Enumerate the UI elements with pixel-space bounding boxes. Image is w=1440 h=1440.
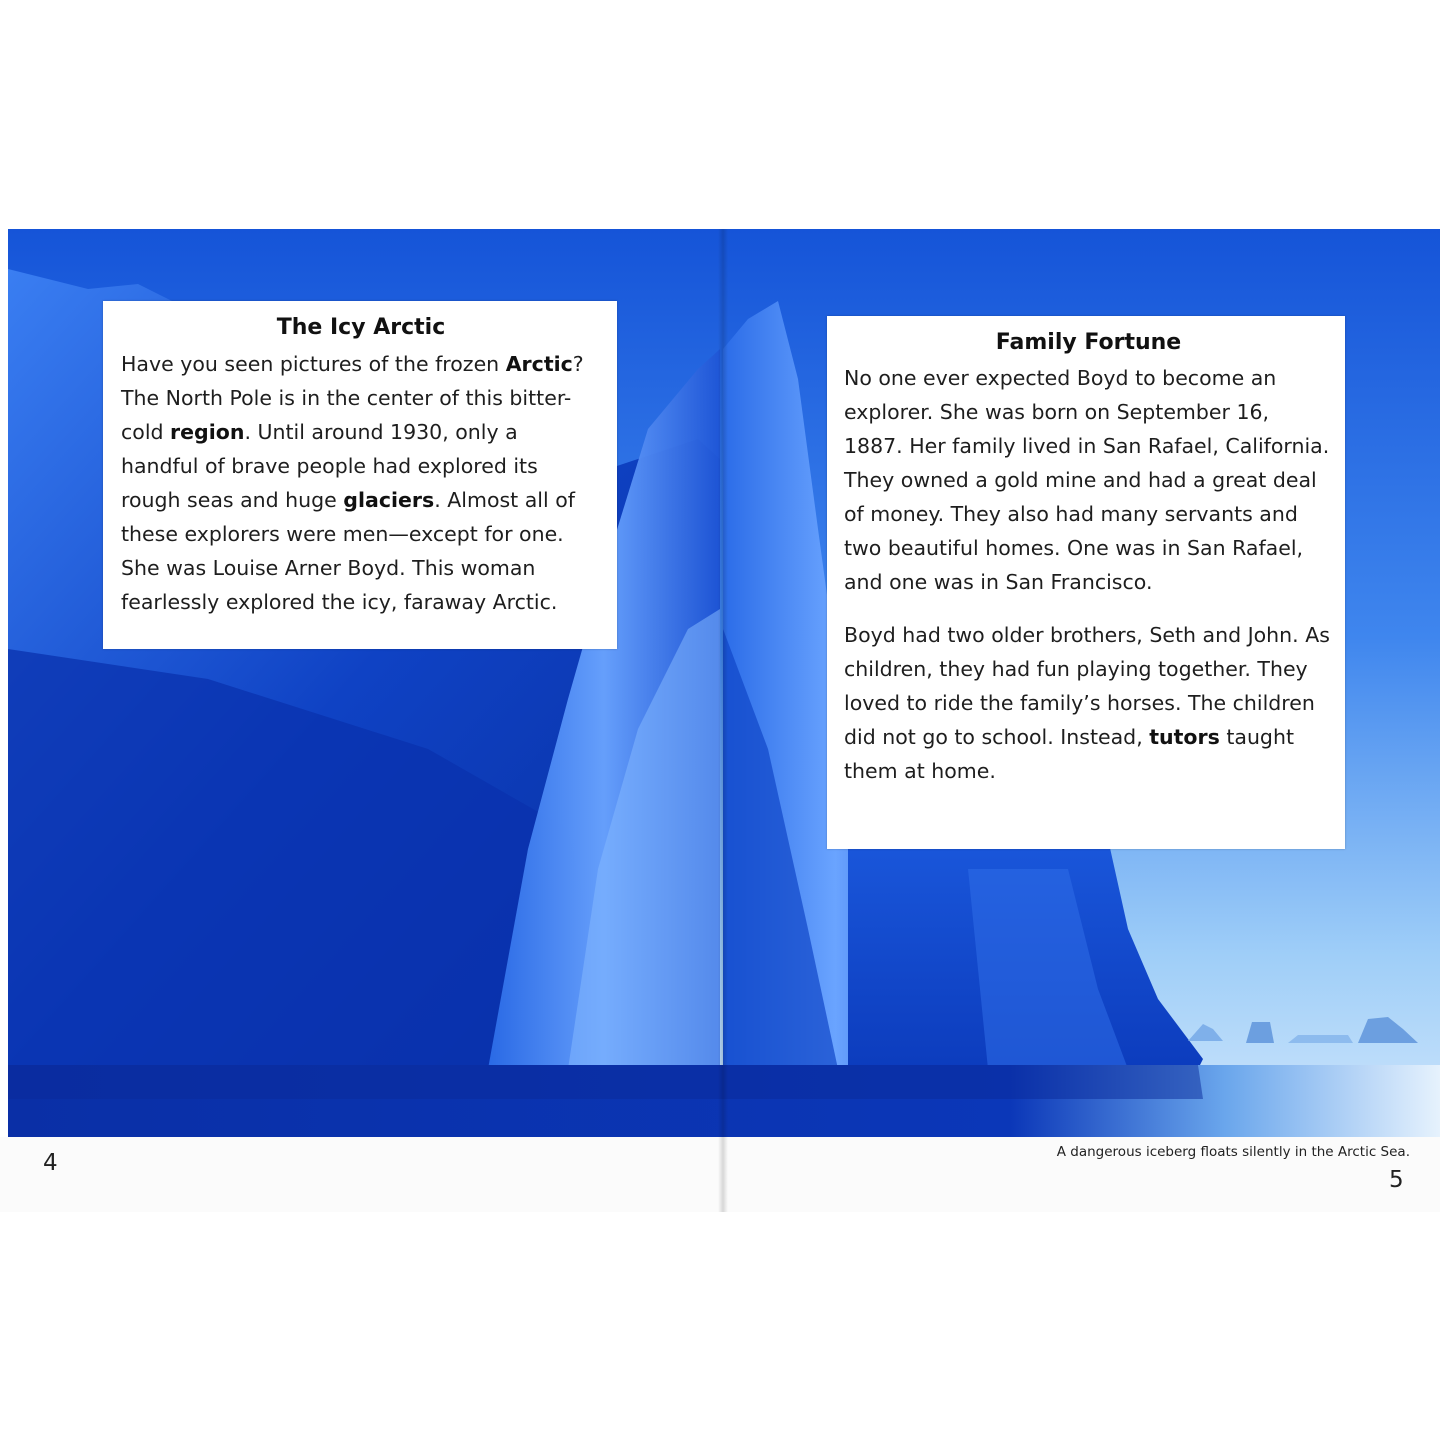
glossary-term: tutors xyxy=(1149,725,1220,749)
book-gutter xyxy=(718,229,728,1212)
family-text-box xyxy=(827,316,1345,849)
text-run: taught them at home. xyxy=(844,725,1294,783)
glossary-term: Arctic xyxy=(505,352,573,376)
text-run: Have you seen pictures of the frozen xyxy=(121,352,506,376)
text-run: . Almost all of these explorers were men—except for one. She was Louise Arner Boyd. This woman fearlessly explored the icy, faraway Arctic. xyxy=(121,488,575,614)
page-number-left: 4 xyxy=(43,1150,58,1176)
family-paragraph-2 xyxy=(844,618,1333,788)
section-heading-icy-arctic: The Icy Arctic xyxy=(276,315,446,340)
family-paragraph-1 xyxy=(844,361,1333,599)
page-number-right: 5 xyxy=(1389,1167,1404,1193)
intro-text-box xyxy=(103,301,617,649)
text-run: No one ever expected Boyd to become an explorer. She was born on September 16, 1887. Her family lived in San Rafael, California. They owned a gold mine and had a great deal of money. They also had many servants and two beautiful homes. One was in San Rafael, and one was in San Francisco. xyxy=(844,366,1330,594)
photo-caption: A dangerous iceberg floats silently in the Arctic Sea. xyxy=(1056,1144,1410,1160)
text-run: . Until around 1930, only a handful of brave people had explored its rough seas and huge xyxy=(121,420,538,512)
intro-paragraph xyxy=(121,347,601,619)
section-heading-family-fortune: Family Fortune xyxy=(995,330,1182,355)
glossary-term: glaciers xyxy=(343,488,435,512)
glossary-term: region xyxy=(170,420,245,444)
text-run: Boyd had two older brothers, Seth and John. As children, they had fun playing together. They loved to ride the family’s horses. The children did not go to school. Instead, xyxy=(844,623,1330,749)
text-run: ? The North Pole is in the center of this bitter-cold xyxy=(121,352,584,444)
